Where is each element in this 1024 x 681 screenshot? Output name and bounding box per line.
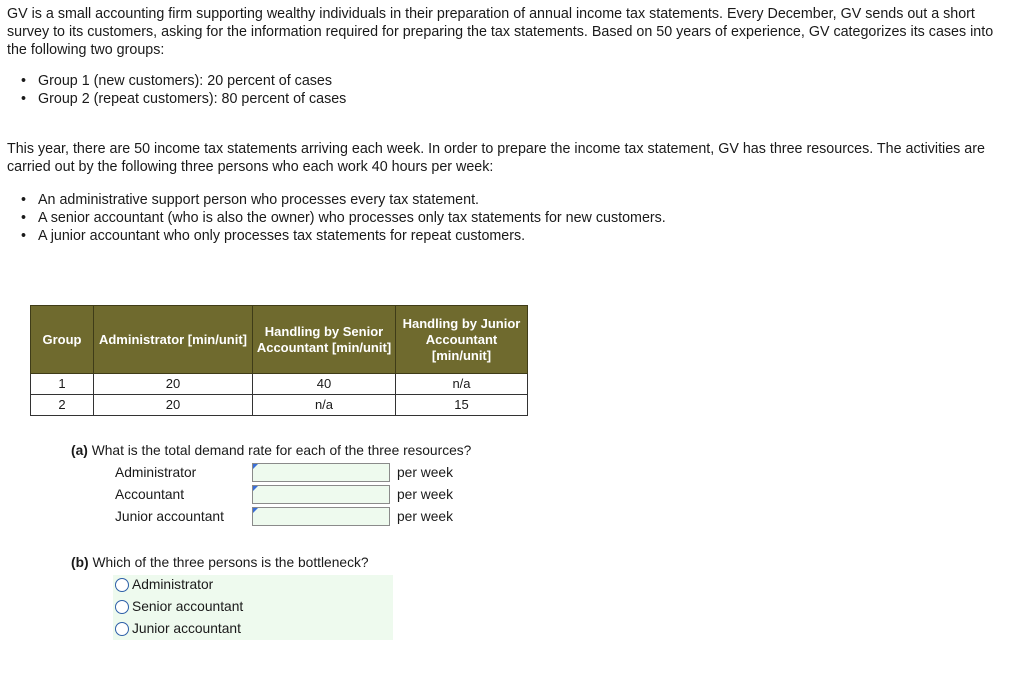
table-cell: n/a	[396, 374, 528, 395]
groups-list	[0, 72, 346, 108]
header-senior-accountant: Handling by Senior Accountant [min/unit]	[253, 306, 396, 374]
question-b-text: Which of the three persons is the bottleneck?	[88, 555, 369, 570]
unit-label: per week	[397, 509, 453, 524]
question-a-letter: (a)	[71, 443, 88, 458]
label-accountant: Accountant	[115, 487, 185, 502]
resources-paragraph: This year, there are 50 income tax statements arriving each week. In order to prepare the income tax statement, GV has three resources. The activities are carried out by the following three persons who each work 40 hours per week:	[7, 141, 985, 175]
processing-times-table	[30, 305, 528, 416]
unit-label: per week	[397, 465, 453, 480]
option-administrator[interactable]	[113, 576, 213, 594]
question-a-text: What is the total demand rate for each of the three resources?	[87, 443, 472, 458]
option-label: Administrator	[132, 577, 214, 592]
table-cell: 2	[31, 395, 94, 416]
header-junior-accountant: Handling by Junior Accountant [min/unit]	[396, 306, 528, 374]
accountant-demand-input[interactable]	[252, 485, 390, 504]
junior-accountant-demand-input[interactable]	[252, 507, 390, 526]
question-a	[71, 442, 471, 460]
list-item: • An administrative support person who processes every tax statement.	[0, 191, 666, 209]
table-cell: 20	[94, 374, 253, 395]
list-item: • A junior accountant who only processes tax statements for repeat customers.	[0, 227, 666, 245]
label-administrator: Administrator	[115, 465, 197, 480]
radio-button[interactable]	[115, 578, 129, 592]
table-cell: 20	[94, 395, 253, 416]
table-cell: 15	[396, 395, 528, 416]
option-junior-accountant[interactable]	[113, 620, 241, 638]
table-cell: 1	[31, 374, 94, 395]
radio-button[interactable]	[115, 622, 129, 636]
list-item: • Group 1 (new customers): 20 percent of cases	[0, 72, 346, 90]
table-row	[31, 374, 528, 395]
header-group: Group	[31, 306, 94, 374]
question-b-letter: (b)	[71, 555, 89, 570]
question-b	[71, 554, 369, 572]
table-header-row	[31, 306, 528, 374]
resources-list	[0, 191, 666, 245]
option-label: Junior accountant	[132, 621, 241, 636]
label-junior-accountant: Junior accountant	[115, 509, 224, 524]
bottleneck-options	[113, 575, 393, 640]
administrator-demand-input[interactable]	[252, 463, 390, 482]
option-label: Senior accountant	[132, 599, 244, 614]
table-cell: 40	[253, 374, 396, 395]
list-item: • Group 2 (repeat customers): 80 percent of cases	[0, 90, 346, 108]
list-item: • A senior accountant (who is also the owner) who processes only tax statements for new customers.	[0, 209, 666, 227]
table-cell: n/a	[253, 395, 396, 416]
table-row	[31, 395, 528, 416]
radio-button[interactable]	[115, 600, 129, 614]
header-administrator: Administrator [min/unit]	[94, 306, 253, 374]
intro-paragraph: GV is a small accounting firm supporting wealthy individuals in their preparation of annual income tax statements. Every December, GV sends out a short survey to its customers, asking for the information required for preparing the tax statements. Based on 50 years of experience, GV categorizes its cases into the following two groups:	[7, 6, 994, 58]
unit-label: per week	[397, 487, 453, 502]
option-senior-accountant[interactable]	[113, 598, 243, 616]
